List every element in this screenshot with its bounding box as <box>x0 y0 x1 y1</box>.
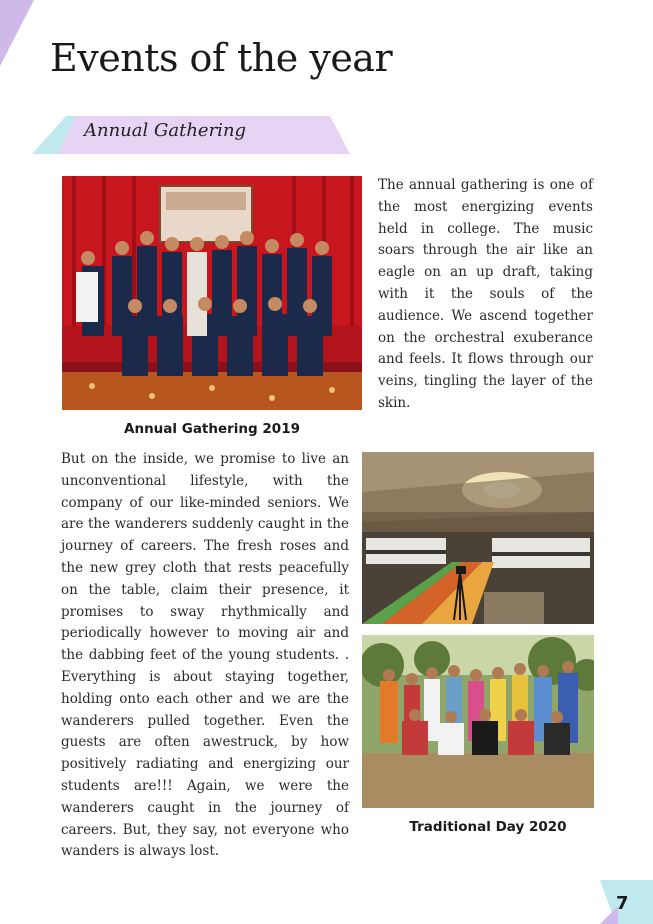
section-banner <box>32 116 344 154</box>
intro-paragraph: The annual gathering is one of the most energizing events held in college. The music soars through the air like an eagle on an up draft, taking with it the souls of the audience. We ascend together on the orchestral exuberance and feels. It flows through our veins, tingling the layer of the skin. <box>378 177 593 411</box>
corner-decoration <box>0 0 34 66</box>
traditional-day-caption: Traditional Day 2020 <box>409 819 567 835</box>
page-number: 7 <box>616 893 629 914</box>
annual-gathering-photo-image <box>62 176 362 410</box>
traditional-day-photo-image <box>362 635 594 808</box>
page-title: Events of the year <box>50 36 393 80</box>
auditorium-event-photo <box>362 452 594 624</box>
annual-gathering-photo <box>62 176 362 410</box>
auditorium-event-photo-image <box>362 452 594 624</box>
annual-gathering-caption: Annual Gathering 2019 <box>124 421 300 437</box>
main-paragraph: But on the inside, we promise to live an unconventional lifestyle, with the company of our like-minded seniors. We are the wanderers suddenly caught in the journey of careers. The fresh roses and the new grey cloth that rests peacefully on the table, claim their presence, it promises to sway rhythmically and periodically however to moving air and the dabbing feet of the young students. . Everything is about staying together, holding onto each other and we are the wanderers pulled together. Even the guests are often awestruck, by how positively radiating and energizing our students are!!! Again, we were the wanderers caught in the journey of careers. But, they say, not everyone who wanders is always lost. <box>61 451 349 860</box>
section-title: Annual Gathering <box>84 120 247 141</box>
traditional-day-photo <box>362 635 594 808</box>
